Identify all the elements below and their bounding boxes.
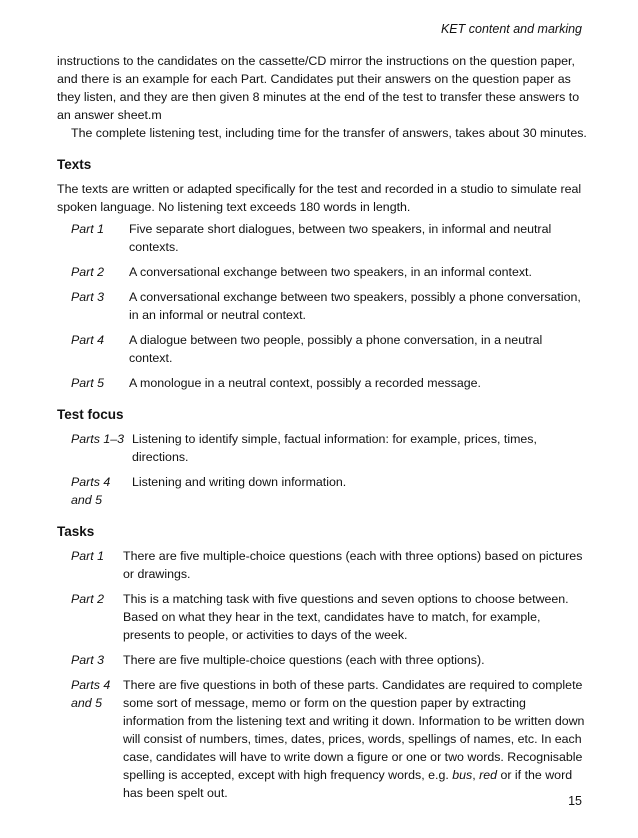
part-description: Listening to identify simple, factual information: for example, prices, times, directions. (132, 432, 537, 464)
part-label: Part 4 (71, 333, 105, 347)
part-label: Part 2 (71, 592, 105, 606)
part-description: A dialogue between two people, possibly a phone conversation, in a neutral context. (129, 333, 543, 365)
part-label-line: Parts 4 (71, 678, 111, 692)
part-description (123, 676, 587, 802)
list-item (71, 676, 587, 802)
part-description: Listening and writing down information. (132, 475, 347, 489)
section-heading-test-focus: Test focus (57, 407, 124, 422)
separator-text: , (472, 768, 480, 782)
part-description: A conversational exchange between two speakers, in an informal context. (129, 265, 532, 279)
list-item (71, 547, 587, 583)
part-label: Part 2 (71, 265, 105, 279)
part-label (71, 676, 123, 802)
list-item (71, 473, 587, 509)
tasks-list (71, 547, 587, 802)
list-item (71, 263, 587, 281)
test-focus-list (71, 430, 587, 509)
list-item (71, 374, 587, 392)
part-description: A conversational exchange between two speakers, possibly a phone conversation, in an informal or neutral context. (129, 290, 581, 322)
part-label-line: and 5 (71, 493, 103, 507)
running-head: KET content and marking (440, 22, 582, 36)
example-word: bus (452, 768, 473, 782)
page-number: 15 (568, 794, 582, 808)
part-label (71, 473, 132, 509)
part-description: A monologue in a neutral context, possibly a recorded message. (129, 376, 481, 390)
part-label: Parts 1–3 (71, 432, 125, 446)
section-heading-texts: Texts (57, 157, 92, 172)
part-description: There are five multiple-choice questions (each with three options) based on pictures or drawings. (123, 549, 583, 581)
list-item (71, 220, 587, 256)
description-text: or if the word has been spelt out. (123, 768, 573, 800)
list-item (71, 331, 587, 367)
page-content (57, 52, 587, 802)
texts-body: The texts are written or adapted specifically for the test and recorded in a studio to simulate real spoken language. No listening text exceeds 180 words in length. (57, 182, 582, 214)
part-label: Part 5 (71, 376, 105, 390)
list-item (71, 430, 587, 466)
intro-paragraph: The complete listening test, including time for the transfer of answers, takes about 30 minutes. (71, 126, 587, 140)
description-text: There are five questions in both of these parts. Candidates are required to complete some sort of message, memo or form on the question paper by extracting information from the listening text and writing it down. Information to be written down will consist of numbers, times, dates, prices, words, spellings of names, etc. In each case, candidates will have to write down a figure or one or two words. Recognisable spelling is accepted, except with high frequency words, e.g. (123, 678, 585, 782)
list-item (71, 590, 587, 644)
part-description: This is a matching task with five questions and seven options to choose between. Based on what they hear in the text, candidates have to match, for example, presents to people, or activities to days of the week. (123, 592, 569, 642)
part-description: Five separate short dialogues, between two speakers, in informal and neutral contexts. (129, 222, 552, 254)
example-word: red (479, 768, 498, 782)
part-label: Part 1 (71, 549, 105, 563)
part-label: Part 3 (71, 290, 105, 304)
list-item (71, 651, 587, 669)
part-label: Part 3 (71, 653, 105, 667)
part-description: There are five multiple-choice questions (each with three options). (123, 653, 485, 667)
part-label-line: Parts 4 (71, 475, 111, 489)
part-label-line: and 5 (71, 696, 103, 710)
section-heading-tasks: Tasks (57, 524, 95, 539)
part-label: Part 1 (71, 222, 105, 236)
texts-list (71, 220, 587, 392)
list-item (71, 288, 587, 324)
intro-paragraph: instructions to the candidates on the cassette/CD mirror the instructions on the question paper, and there is an example for each Part. Candidates put their answers on the question paper as they listen, and they are then given 8 minutes at the end of the test to transfer these answers to an answer sheet.m (57, 54, 580, 122)
